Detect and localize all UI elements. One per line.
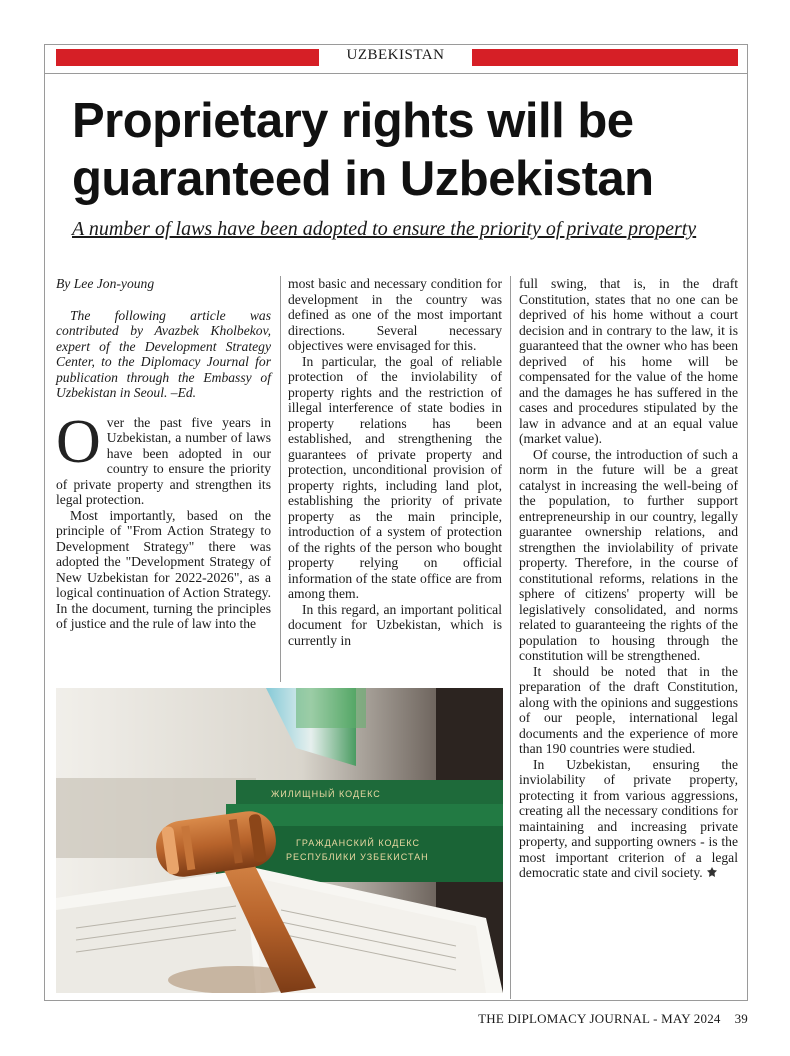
section-bar-left xyxy=(56,49,319,66)
gavel-photo-illustration xyxy=(56,688,503,993)
article-column-3 xyxy=(519,276,738,881)
header-rule xyxy=(44,73,748,74)
page-footer xyxy=(300,1011,748,1027)
book-spine-text-1: ЖИЛИЩНЫЙ КОДЕКС xyxy=(271,789,381,799)
subheadline: A number of laws have been adopted to ensure the priority of private property xyxy=(72,218,697,240)
headline xyxy=(72,92,732,208)
gavel-photo xyxy=(56,688,503,993)
article-paragraph: most basic and necessary condition for development in the country was defined as one of the most important directions. Several necessary objectives were envisaged for this. xyxy=(288,276,502,353)
drop-cap: O xyxy=(56,407,101,476)
book-spine-text-2: ГРАЖДАНСКИЙ КОДЕКС xyxy=(296,838,421,848)
article-column-2 xyxy=(288,276,502,648)
article-paragraph: full swing, that is, in the draft Constitution, states that no one can be deprived of his home without a court decision and in contrary to the law, it is guaranteed that the owner who has been deprived of his home will be compensated for the value of the home and the damages he has suffered in the cases and procedures stipulated by the law in advance and at an equal value (market value). xyxy=(519,276,738,446)
headline-line-2: guaranteed in Uzbekistan xyxy=(72,152,654,206)
book-spine-text-3: РЕСПУБЛИКИ УЗБЕКИСТАН xyxy=(286,852,429,862)
article-paragraph: It should be noted that in the preparation of the draft Constitution, along with the opinions and suggestions of our people, international legal documents and the experience of more than 190 countries were studied. xyxy=(519,663,738,756)
article-paragraph: Most importantly, based on the principle of "From Action Strategy to Development Strategy" there was adopted the "Development Strategy of New Uzbekistan for 2022-2026", as a logical continuation of Action Strategy. In the document, turning the principles of justice and the rule of law into the xyxy=(56,507,271,631)
publication-name: THE DIPLOMACY JOURNAL - MAY 2024 xyxy=(478,1011,721,1026)
section-bar-right xyxy=(472,49,738,66)
column-rule-1 xyxy=(280,276,281,682)
article-paragraph: In particular, the goal of reliable protection of the inviolability of property rights and the restriction of illegal interference of state bodies in property relations has been established, and strengthening the guarantees of private property and protection, unconditional provision of property rights, including land plot, establishing the priority of private property as the main principle, introduction of a system of protection of the rights of the person who bought property relying on official information of the state office are from among them. xyxy=(288,353,502,601)
editor-note: The following article was contributed by Avazbek Kholbekov, expert of the Development Strategy Center, to the Diplomacy Journal for publication through the Embassy of Uzbekistan in Seoul. –Ed. xyxy=(56,307,271,400)
article-paragraph: Of course, the introduction of such a norm in the future will be a great catalyst in increasing the well-being of the population, to further support entrepreneurship in our country, legally guarantee ownership relations, and strengthen the inviolability of private property. Therefore, in the course of constitutional reforms, relations in the sphere of citizens' property will be legislatively consolidated, and norms related to guaranteeing the rights of the population to housing through the constitution will be strengthened. xyxy=(519,446,738,663)
article-paragraph: Over the past five years in Uzbekistan, a number of laws have been adopted in our country to ensure the priority of private property and strengthen its legal protection. xyxy=(56,407,271,507)
end-mark-icon xyxy=(706,866,718,878)
article-paragraph: In Uzbekistan, ensuring the inviolability of private property, protecting it from various aggressions, creating all the necessary conditions for maintaining and increasing private property, and supporting owners - is the most important criterion of a legal democratic state and civil society. xyxy=(519,756,738,880)
article-column-1 xyxy=(56,276,271,632)
column-rule-2 xyxy=(510,276,511,999)
article-paragraph: In this regard, an important political document for Uzbekistan, which is currently in xyxy=(288,601,502,648)
headline-line-1: Proprietary rights will be xyxy=(72,94,634,148)
page-number: 39 xyxy=(734,1011,748,1026)
byline: By Lee Jon-young xyxy=(56,276,155,291)
section-label: UZBEKISTAN xyxy=(346,47,445,63)
